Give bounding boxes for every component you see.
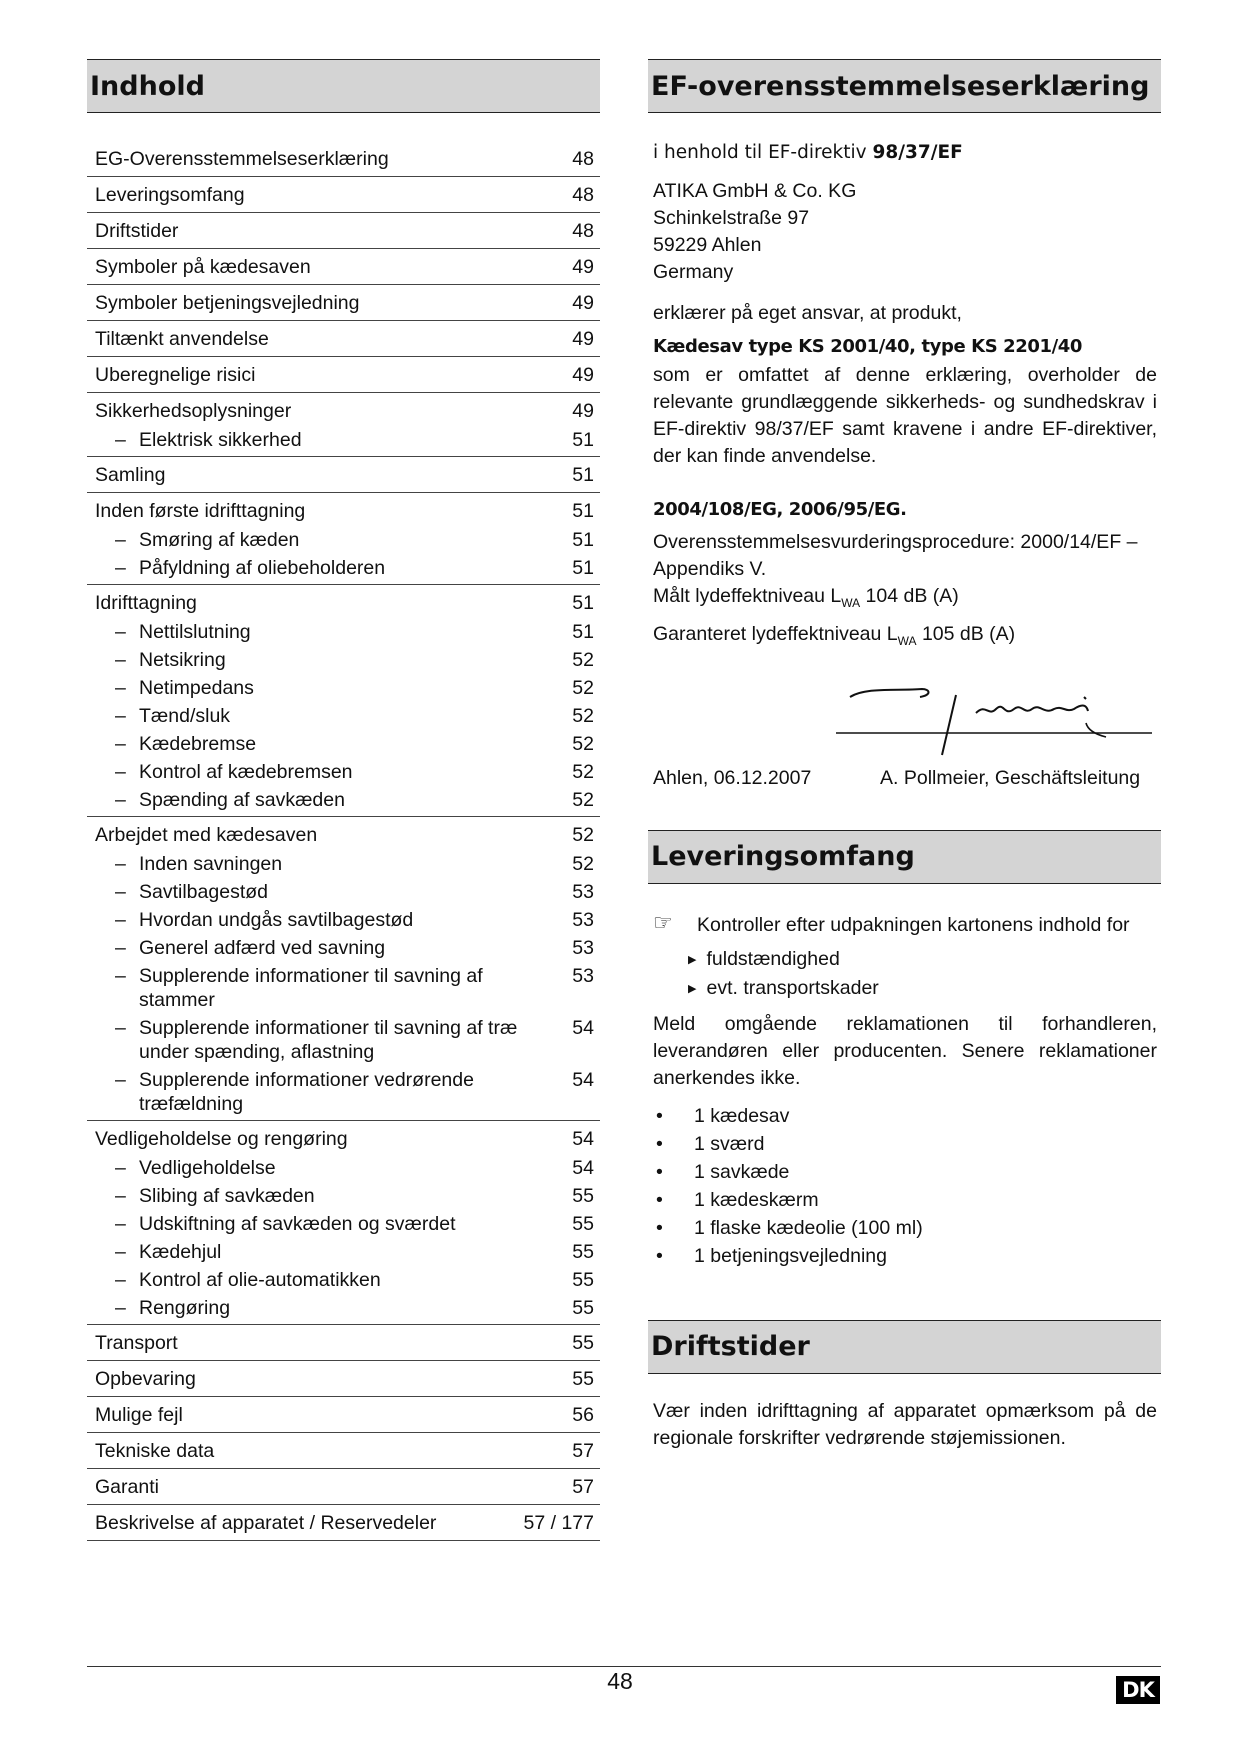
toc-subentry-label-wrap <box>115 676 572 700</box>
toc-subentry-label: Netimpedans <box>139 677 254 699</box>
toc-subentry[interactable] <box>87 554 600 582</box>
toc-entry-label: Opbevaring <box>95 1368 196 1390</box>
toc-subentry[interactable] <box>87 1014 600 1066</box>
toc-entry[interactable] <box>87 1124 600 1154</box>
toc-entry-label: Sikkerhedsoplysninger <box>95 400 292 422</box>
toc-entry[interactable] <box>87 1364 600 1394</box>
toc-entry-page: 51 <box>572 500 594 522</box>
toc-entry-page: 57 <box>572 1476 594 1498</box>
toc-entry-page: 48 <box>572 220 594 242</box>
toc-subentry-label: Kontrol af olie-automatikken <box>139 1269 381 1291</box>
toc-subentry-label-wrap <box>115 1268 572 1292</box>
toc-entry-page: 51 <box>572 592 594 614</box>
toc-subentry-label: Supplerende informationer vedrørende træfældning <box>139 1069 474 1115</box>
dash-marker: – <box>115 937 126 959</box>
toc-group <box>87 1121 600 1325</box>
toc-subentry-label: Kædehjul <box>139 1241 222 1263</box>
dash-marker: – <box>115 677 126 699</box>
dash-marker: – <box>115 649 126 671</box>
toc-subentry-page: 53 <box>572 881 594 903</box>
toc-subentry-label-wrap <box>115 428 572 452</box>
toc-subentry-page: 52 <box>572 677 594 699</box>
toc-subentry-label-wrap <box>115 556 572 580</box>
place-date: Ahlen, 06.12.2007 <box>653 766 812 789</box>
dash-marker: – <box>115 1213 126 1235</box>
toc-entry-page: 49 <box>572 292 594 314</box>
toc-entry-page: 55 <box>572 1368 594 1390</box>
toc-subentry-label-wrap <box>115 1296 572 1320</box>
check-instruction <box>653 912 1157 939</box>
toc-entry[interactable] <box>87 396 600 426</box>
toc-subentry-label: Savtilbagestød <box>139 881 268 903</box>
toc-subentry-label-wrap <box>115 852 572 876</box>
footer-divider <box>87 1666 1161 1667</box>
toc-entry[interactable] <box>87 496 600 526</box>
operating-times-text: Vær inden idrifttagning af apparatet opmærksom på de regionale forskrifter vedrørende støjemissionen. <box>653 1399 1157 1449</box>
dash-marker: – <box>115 789 126 811</box>
toc-entry-label: Uberegnelige risici <box>95 364 256 386</box>
toc-heading: Indhold <box>87 59 600 113</box>
toc-subentry[interactable] <box>87 674 600 702</box>
toc-subentry-label: Slibing af savkæden <box>139 1185 315 1207</box>
toc-entry-label: Tekniske data <box>95 1440 215 1462</box>
check-text: Kontroller efter udpakningen kartonens indhold for <box>697 913 1130 936</box>
manufacturer-address <box>653 178 1157 286</box>
dash-marker: – <box>115 853 126 875</box>
toc-entry-page: 48 <box>572 148 594 170</box>
dash-marker: – <box>115 1157 126 1179</box>
other-directives: 2004/108/EG, 2006/95/EG. <box>653 499 907 520</box>
toc-subentry[interactable] <box>87 1154 600 1182</box>
toc-subentry-label-wrap <box>115 1068 572 1116</box>
toc-subentry-label: Elektrisk sikkerhed <box>139 429 302 451</box>
list-item: ▶ evt. transportskader <box>688 974 1161 1003</box>
toc-entry-page: 48 <box>572 184 594 206</box>
toc-group <box>87 213 600 249</box>
toc-group <box>87 817 600 1121</box>
toc-subentry-page: 53 <box>572 909 594 931</box>
toc-subentry[interactable] <box>87 786 600 814</box>
signature-line <box>653 765 1157 792</box>
toc-subentry-label-wrap <box>115 1184 572 1208</box>
toc-subentry-label-wrap <box>115 620 572 644</box>
toc-list <box>87 144 600 1541</box>
list-item: • 1 kædesav <box>656 1104 790 1127</box>
toc-subentry-label: Tænd/sluk <box>139 705 231 727</box>
toc-entry-page: 49 <box>572 256 594 278</box>
toc-subentry-label: Smøring af kæden <box>139 529 300 551</box>
toc-group <box>87 457 600 493</box>
toc-entry-page: 55 <box>572 1332 594 1354</box>
toc-entry-page: 56 <box>572 1404 594 1426</box>
toc-subentry-label-wrap <box>115 1212 572 1236</box>
toc-entry[interactable] <box>87 324 600 354</box>
product-name: Kædesav type KS 2001/40, type KS 2201/40 <box>653 336 1083 357</box>
toc-subentry[interactable] <box>87 878 600 906</box>
toc-subentry-page: 52 <box>572 649 594 671</box>
toc-entry[interactable] <box>87 360 600 390</box>
guaranteed-sound-level: Garanteret lydeffektniveau $L_{WA}$ 105 dB (A) <box>653 622 1016 648</box>
toc-subentry-label: Rengøring <box>139 1297 231 1319</box>
toc-entry-page: 49 <box>572 364 594 386</box>
toc-subentry-page: 54 <box>572 1017 594 1039</box>
dash-marker: – <box>115 761 126 783</box>
toc-group <box>87 321 600 357</box>
dash-marker: – <box>115 621 126 643</box>
declaration-body: som er omfattet af denne erklæring, overholder de relevante grundlæggende sikkerheds- og sundhedskrav i EF-direktiv 98/37/EF samt kravene i andre EF-direktiver, der kan finde anvendelse. <box>653 364 1157 467</box>
toc-subentry-label: Påfyldning af oliebeholderen <box>139 557 386 579</box>
toc-subentry-label-wrap <box>115 760 572 784</box>
toc-subentry-label: Generel adfærd ved savning <box>139 937 386 959</box>
dash-marker: – <box>115 705 126 727</box>
toc-subentry-label-wrap <box>115 964 572 1012</box>
toc-group <box>87 1325 600 1361</box>
toc-entry[interactable] <box>87 1508 600 1538</box>
toc-subentry-page: 55 <box>572 1241 594 1263</box>
toc-group <box>87 493 600 585</box>
toc-group <box>87 249 600 285</box>
toc-group <box>87 177 600 213</box>
table-of-contents <box>87 59 600 1541</box>
dash-marker: – <box>115 557 126 579</box>
toc-entry-label: Idrifttagning <box>95 592 197 614</box>
toc-entry-page: 57 <box>572 1440 594 1462</box>
toc-entry[interactable] <box>87 460 600 490</box>
toc-entry[interactable] <box>87 588 600 618</box>
toc-subentry-label: Hvordan undgås savtilbagestød <box>139 909 414 931</box>
address-line: Germany <box>653 261 734 283</box>
toc-subentry-label: Netsikring <box>139 649 226 671</box>
dash-marker: – <box>115 1185 126 1207</box>
signatory: A. Pollmeier, Geschäftsleitung <box>880 766 1141 789</box>
dash-marker: – <box>115 1069 126 1091</box>
toc-subentry-page: 51 <box>572 529 594 551</box>
toc-subentry-label-wrap <box>115 1240 572 1264</box>
toc-subentry-page: 54 <box>572 1157 594 1179</box>
dash-marker: – <box>115 909 126 931</box>
toc-entry-label: Transport <box>95 1332 178 1354</box>
toc-subentry[interactable] <box>87 702 600 730</box>
list-item: • 1 kædeskærm <box>656 1188 819 1211</box>
toc-entry-label: Driftstider <box>95 220 179 242</box>
toc-group <box>87 357 600 393</box>
list-item: • 1 flaske kædeolie (100 ml) <box>656 1216 923 1239</box>
toc-subentry[interactable] <box>87 1210 600 1238</box>
list-item: • 1 betjeningsvejledning <box>656 1244 887 1267</box>
delivery-heading: Leveringsomfang <box>648 830 1161 884</box>
toc-subentry-label: Supplerende informationer til savning af stammer <box>139 965 483 1011</box>
toc-subentry-label-wrap <box>115 788 572 812</box>
toc-subentry[interactable] <box>87 1294 600 1322</box>
toc-subentry-page: 51 <box>572 429 594 451</box>
toc-entry-page: 49 <box>572 328 594 350</box>
toc-subentry-label: Nettilslutning <box>139 621 251 643</box>
toc-entry-label: EG-Overensstemmelseserklæring <box>95 148 389 170</box>
toc-subentry-label-wrap <box>115 1156 572 1180</box>
directive-line <box>653 139 1157 166</box>
toc-subentry-page: 52 <box>572 853 594 875</box>
address-line: ATIKA GmbH & Co. KG <box>653 180 857 202</box>
toc-subentry[interactable] <box>87 426 600 454</box>
list-item: ▶ fuldstændighed <box>688 945 1161 974</box>
toc-subentry-label-wrap <box>115 528 572 552</box>
toc-subentry-label: Kontrol af kædebremsen <box>139 761 353 783</box>
toc-entry-page: 51 <box>572 464 594 486</box>
signature-image <box>836 673 1156 765</box>
conformity-procedure: Overensstemmelsesvurderingsprocedure: 2000/14/EF – Appendiks V. <box>653 531 1138 580</box>
measured-sound-level: Målt lydeffektniveau $L_{WA}$ 104 dB (A) <box>653 585 959 610</box>
toc-entry-label: Mulige fejl <box>95 1404 183 1426</box>
toc-subentry[interactable] <box>87 730 600 758</box>
toc-entry[interactable] <box>87 144 600 174</box>
address-line: 59229 Ahlen <box>653 234 762 256</box>
toc-subentry-page: 55 <box>572 1213 594 1235</box>
toc-subentry-page: 52 <box>572 733 594 755</box>
operating-times-heading: Driftstider <box>648 1320 1161 1374</box>
toc-subentry-page: 53 <box>572 965 594 987</box>
toc-subentry-label-wrap <box>115 648 572 672</box>
toc-group <box>87 144 600 177</box>
toc-entry-label: Arbejdet med kædesaven <box>95 824 318 846</box>
toc-entry-label: Symboler betjeningsvejledning <box>95 292 360 314</box>
toc-entry[interactable] <box>87 1400 600 1430</box>
country-badge: DK <box>1116 1676 1160 1704</box>
toc-subentry-label-wrap <box>115 1016 572 1064</box>
toc-entry-label: Leveringsomfang <box>95 184 245 206</box>
toc-group <box>87 1397 600 1433</box>
toc-subentry-page: 54 <box>572 1069 594 1091</box>
toc-subentry-label-wrap <box>115 880 572 904</box>
toc-entry-label: Garanti <box>95 1476 159 1498</box>
toc-group <box>87 585 600 817</box>
toc-group <box>87 1469 600 1505</box>
list-item: • 1 sværd <box>656 1132 765 1155</box>
pointing-hand-icon: ☞ <box>653 910 673 936</box>
toc-subentry-label: Supplerende informationer til savning af træ under spænding, aflastning <box>139 1017 518 1063</box>
toc-subentry[interactable] <box>87 526 600 554</box>
toc-entry[interactable] <box>87 216 600 246</box>
toc-group <box>87 1361 600 1397</box>
toc-subentry-page: 51 <box>572 621 594 643</box>
directive-prefix: i henhold til EF-direktiv <box>653 142 873 163</box>
toc-entry-label: Samling <box>95 464 166 486</box>
dash-marker: – <box>115 965 126 987</box>
toc-subentry[interactable] <box>87 1182 600 1210</box>
dash-marker: – <box>115 1241 126 1263</box>
toc-entry-label: Beskrivelse af apparatet / Reservedeler <box>95 1512 437 1534</box>
dash-marker: – <box>115 881 126 903</box>
toc-subentry[interactable] <box>87 934 600 962</box>
toc-subentry[interactable] <box>87 962 600 1014</box>
check-list <box>648 945 1161 1003</box>
toc-subentry-label: Inden savningen <box>139 853 283 875</box>
toc-group <box>87 1433 600 1469</box>
toc-entry-label: Tiltænkt anvendelse <box>95 328 269 350</box>
dash-marker: – <box>115 1297 126 1319</box>
toc-entry-page: 57 / 177 <box>523 1512 594 1534</box>
toc-subentry-label: Kædebremse <box>139 733 257 755</box>
toc-entry[interactable] <box>87 288 600 318</box>
toc-subentry-label: Vedligeholdelse <box>139 1157 276 1179</box>
toc-entry[interactable] <box>87 1328 600 1358</box>
toc-subentry-page: 55 <box>572 1297 594 1319</box>
toc-entry-label: Symboler på kædesaven <box>95 256 311 278</box>
declaration-heading: EF-overensstemmelseserklæring <box>648 59 1161 113</box>
toc-group <box>87 1505 600 1541</box>
toc-subentry[interactable] <box>87 850 600 878</box>
toc-subentry[interactable] <box>87 1238 600 1266</box>
toc-subentry-label-wrap <box>115 936 572 960</box>
toc-subentry-label-wrap <box>115 732 572 756</box>
dash-marker: – <box>115 529 126 551</box>
toc-entry[interactable] <box>87 180 600 210</box>
toc-entry-page: 49 <box>572 400 594 422</box>
address-line: Schinkelstraße 97 <box>653 207 810 229</box>
toc-entry[interactable] <box>87 1472 600 1502</box>
toc-subentry-page: 55 <box>572 1185 594 1207</box>
dash-marker: – <box>115 429 126 451</box>
toc-group <box>87 393 600 457</box>
dash-marker: – <box>115 1269 126 1291</box>
toc-subentry[interactable] <box>87 618 600 646</box>
toc-subentry-page: 55 <box>572 1269 594 1291</box>
toc-entry[interactable] <box>87 820 600 850</box>
toc-subentry-page: 52 <box>572 789 594 811</box>
toc-subentry-label-wrap <box>115 908 572 932</box>
complaint-text: Meld omgående reklamationen til forhandleren, leverandøren eller producenten. Senere reklamationer anerkendes ikke. <box>653 1012 1157 1089</box>
declares-text: erklærer på eget ansvar, at produkt, <box>653 302 962 324</box>
signature-area <box>648 673 1161 765</box>
dash-marker: – <box>115 1017 126 1039</box>
dash-marker: – <box>115 733 126 755</box>
toc-entry-label: Vedligeholdelse og rengøring <box>95 1128 348 1150</box>
toc-subentry-label: Spænding af savkæden <box>139 789 345 811</box>
toc-subentry-page: 53 <box>572 937 594 959</box>
list-item: • 1 savkæde <box>656 1160 790 1183</box>
page-number: 48 <box>607 1668 633 1694</box>
toc-entry-label: Inden første idrifttagning <box>95 500 306 522</box>
toc-subentry[interactable] <box>87 1266 600 1294</box>
delivery-items <box>648 1102 1161 1270</box>
toc-entry[interactable] <box>87 252 600 282</box>
toc-subentry-label: Udskiftning af savkæden og sværdet <box>139 1213 456 1235</box>
toc-subentry[interactable] <box>87 1066 600 1118</box>
toc-entry-page: 54 <box>572 1128 594 1150</box>
directive-code: 98/37/EF <box>872 142 963 163</box>
toc-subentry[interactable] <box>87 646 600 674</box>
toc-entry[interactable] <box>87 1436 600 1466</box>
toc-subentry[interactable] <box>87 906 600 934</box>
toc-subentry-page: 51 <box>572 557 594 579</box>
toc-subentry-label-wrap <box>115 704 572 728</box>
toc-subentry[interactable] <box>87 758 600 786</box>
right-column <box>648 59 1161 1452</box>
toc-subentry-page: 52 <box>572 761 594 783</box>
toc-subentry-page: 52 <box>572 705 594 727</box>
toc-group <box>87 285 600 321</box>
toc-entry-page: 52 <box>572 824 594 846</box>
